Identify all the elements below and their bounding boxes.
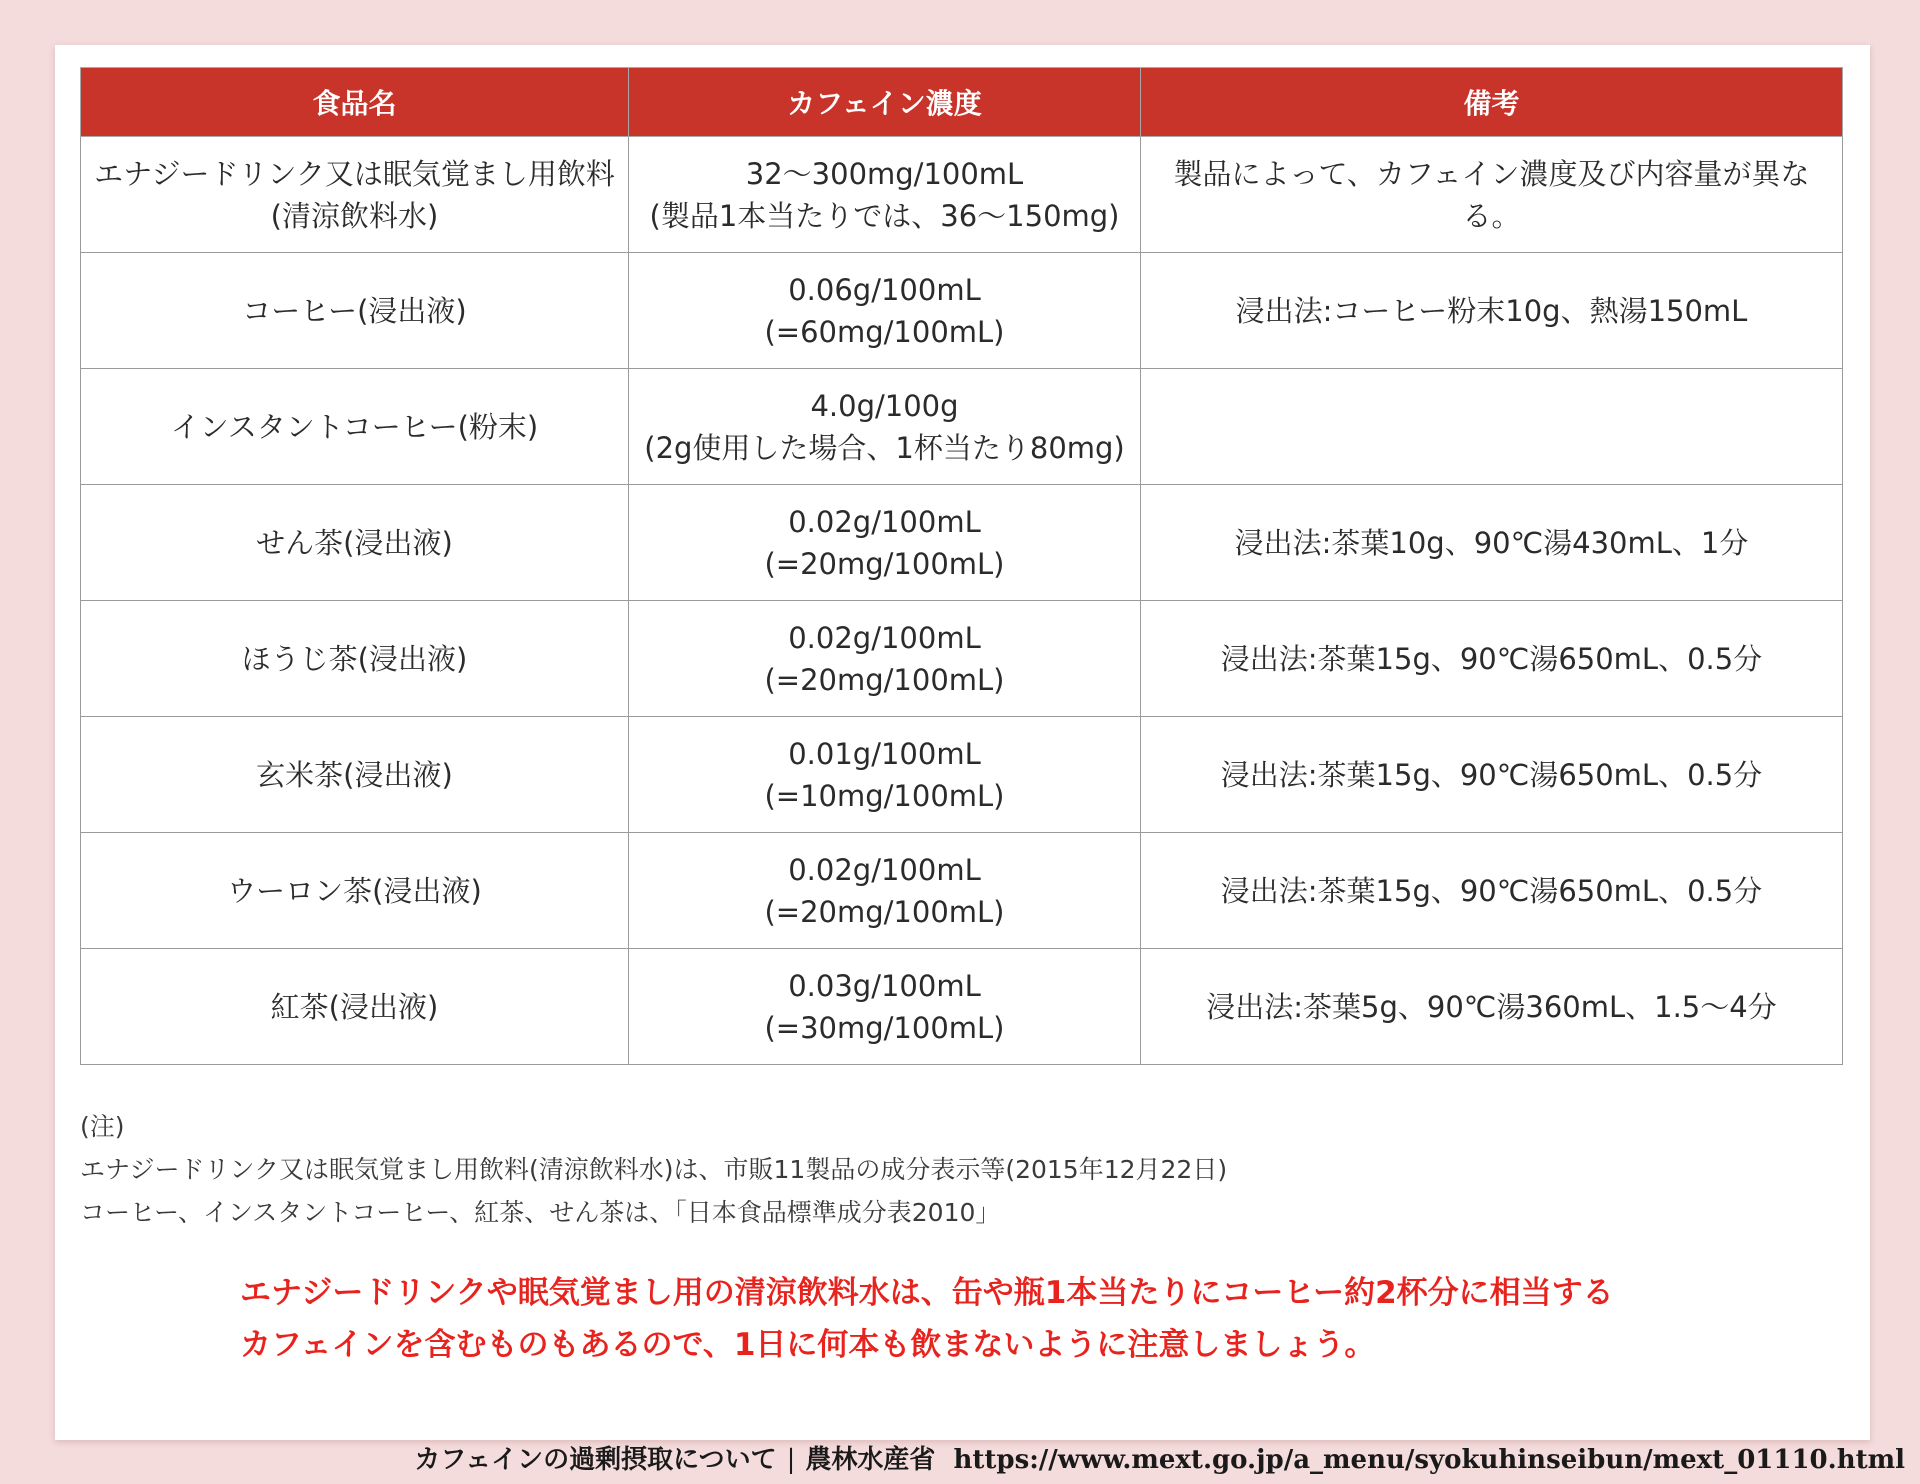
table-body <box>81 137 1843 1065</box>
food-name-text: 玄米茶(浸出液) <box>256 757 453 792</box>
source-footer <box>414 1439 1905 1476</box>
footer-org: 農林水産省 <box>805 1445 936 1475</box>
concentration-text: 0.06g/100mL <box>788 272 981 307</box>
notes-line-2: コーヒー、インスタントコーヒー、紅茶、せん茶は、「日本食品標準成分表2010」 <box>80 1198 1001 1227</box>
document-card <box>55 45 1870 1440</box>
concentration-text: (=30mg/100mL) <box>764 1010 1005 1045</box>
food-name-text: (清涼飲料水) <box>270 198 439 233</box>
caffeine-table <box>80 67 1843 1065</box>
table-row <box>81 601 1843 717</box>
cell-caffeine-concentration <box>629 253 1141 369</box>
cell-food-name <box>81 717 629 833</box>
concentration-text: (製品1本当たりでは、36〜150mg) <box>649 198 1120 233</box>
cell-food-name <box>81 137 629 253</box>
concentration-text: (2g使用した場合、1杯当たり80mg) <box>644 430 1125 465</box>
concentration-text: (=60mg/100mL) <box>764 314 1005 349</box>
table-row <box>81 253 1843 369</box>
warning-message <box>240 1267 1614 1371</box>
cell-food-name <box>81 485 629 601</box>
cell-food-name <box>81 369 629 485</box>
cell-remarks <box>1141 369 1843 485</box>
table-header-row <box>81 68 1843 137</box>
concentration-text: 0.02g/100mL <box>788 852 981 887</box>
concentration-text: 32〜300mg/100mL <box>745 156 1024 191</box>
cell-food-name <box>81 253 629 369</box>
concentration-text: (=20mg/100mL) <box>764 546 1005 581</box>
concentration-text: 0.01g/100mL <box>788 736 981 771</box>
cell-caffeine-concentration <box>629 137 1141 253</box>
cell-caffeine-concentration <box>629 833 1141 949</box>
cell-food-name <box>81 833 629 949</box>
table-row <box>81 485 1843 601</box>
cell-caffeine-concentration <box>629 601 1141 717</box>
cell-caffeine-concentration <box>629 717 1141 833</box>
cell-caffeine-concentration <box>629 369 1141 485</box>
header-remarks: 備考 <box>1141 68 1843 137</box>
table-row <box>81 137 1843 253</box>
notes-heading: (注) <box>80 1112 125 1141</box>
warning-line-2: カフェインを含むものもあるので、1日に何本も飲まないように注意しましょう。 <box>240 1327 1376 1363</box>
cell-caffeine-concentration <box>629 485 1141 601</box>
header-caffeine-concentration: カフェイン濃度 <box>629 68 1141 137</box>
concentration-text: (=20mg/100mL) <box>764 662 1005 697</box>
cell-remarks: 浸出法:茶葉5g、90℃湯360mL、1.5〜4分 <box>1141 949 1843 1065</box>
concentration-text: (=20mg/100mL) <box>764 894 1005 929</box>
notes-line-1: エナジードリンク又は眠気覚まし用飲料(清涼飲料水)は、市販11製品の成分表示等(2015年12月22日) <box>80 1155 1228 1184</box>
concentration-text: (=10mg/100mL) <box>764 778 1005 813</box>
cell-remarks: 浸出法:茶葉15g、90℃湯650mL、0.5分 <box>1141 833 1843 949</box>
cell-remarks: 浸出法:茶葉15g、90℃湯650mL、0.5分 <box>1141 601 1843 717</box>
food-name-text: せん茶(浸出液) <box>256 525 453 560</box>
notes-section <box>80 1105 1227 1234</box>
cell-remarks: 浸出法:コーヒー粉末10g、熱湯150mL <box>1141 253 1843 369</box>
cell-caffeine-concentration <box>629 949 1141 1065</box>
footer-url: https://www.mext.go.jp/a_menu/syokuhinseibun/mext_01110.html <box>953 1445 1905 1475</box>
food-name-text: インスタントコーヒー(粉末) <box>170 409 539 444</box>
food-name-text: ほうじ茶(浸出液) <box>241 641 468 676</box>
concentration-text: 0.02g/100mL <box>788 620 981 655</box>
food-name-text: エナジードリンク又は眠気覚まし用飲料 <box>94 156 615 191</box>
concentration-text: 0.03g/100mL <box>788 968 981 1003</box>
footer-title: カフェインの過剰摂取について <box>414 1445 777 1475</box>
table-row <box>81 717 1843 833</box>
header-food-name: 食品名 <box>81 68 629 137</box>
warning-line-1: エナジードリンクや眠気覚まし用の清涼飲料水は、缶や瓶1本当たりにコーヒー約2杯分に相当する <box>240 1275 1614 1311</box>
food-name-text: 紅茶(浸出液) <box>270 989 439 1024</box>
footer-separator: | <box>786 1445 796 1475</box>
table-row <box>81 369 1843 485</box>
food-name-text: コーヒー(浸出液) <box>242 293 467 328</box>
cell-food-name <box>81 949 629 1065</box>
cell-remarks: 浸出法:茶葉15g、90℃湯650mL、0.5分 <box>1141 717 1843 833</box>
table-row <box>81 833 1843 949</box>
food-name-text: ウーロン茶(浸出液) <box>227 873 482 908</box>
cell-food-name <box>81 601 629 717</box>
concentration-text: 0.02g/100mL <box>788 504 981 539</box>
cell-remarks: 製品によって、カフェイン濃度及び内容量が異なる。 <box>1141 137 1843 253</box>
cell-remarks: 浸出法:茶葉10g、90℃湯430mL、1分 <box>1141 485 1843 601</box>
concentration-text: 4.0g/100g <box>810 388 959 423</box>
table-row <box>81 949 1843 1065</box>
